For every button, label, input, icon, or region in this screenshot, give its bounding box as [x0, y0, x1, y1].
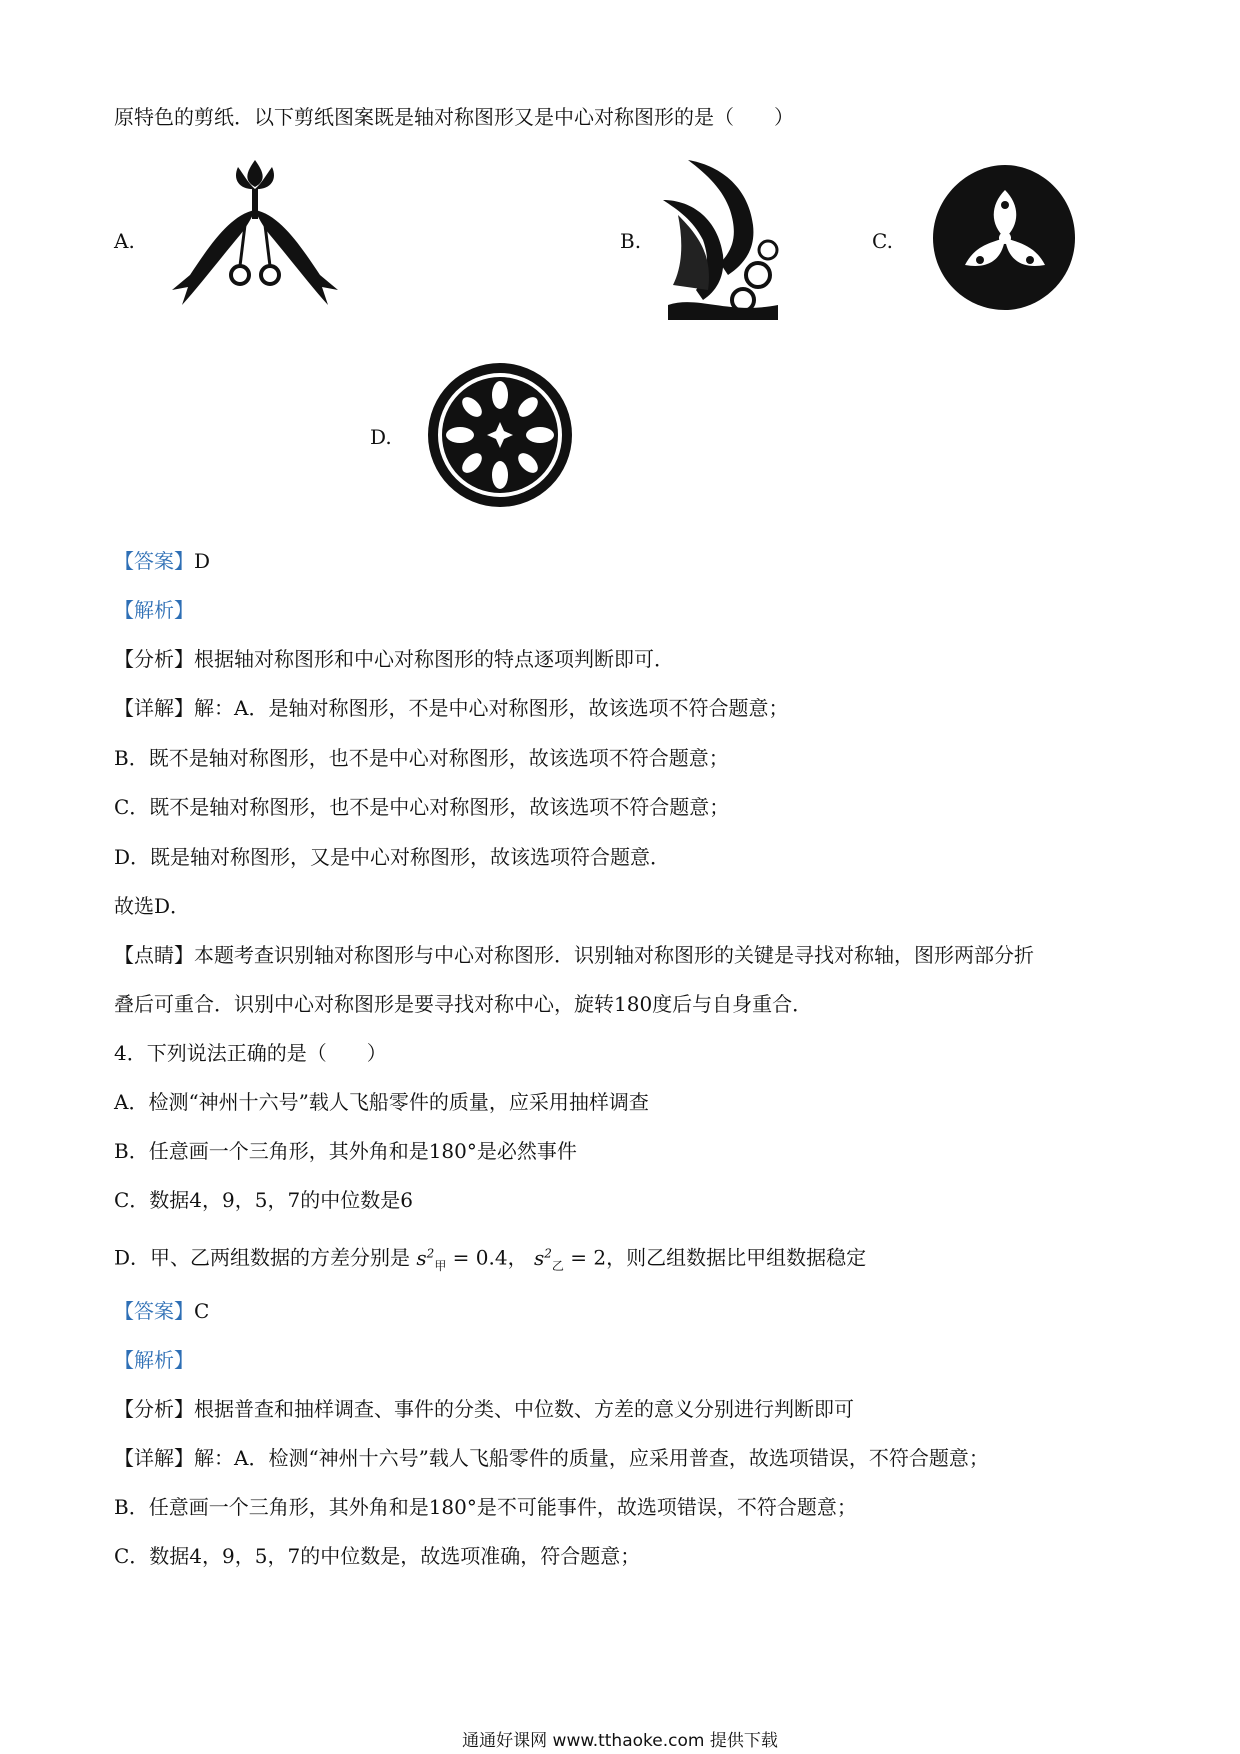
q3-c-line: C．既不是轴对称图形，也不是中心对称图形，故该选项不符合题意；	[114, 795, 730, 819]
option-c-label: C.	[872, 229, 893, 253]
q4-fenxi-tag: 【分析】	[114, 1397, 194, 1421]
q3-conclusion: 故选D．	[114, 894, 191, 918]
dianjing-text-1: 本题考查识别轴对称图形与中心对称图形．识别轴对称图形的关键是寻找对称轴，图形两部分折	[194, 943, 1034, 967]
xiangjie-tag: 【详解】	[114, 696, 194, 720]
fenxi-text: 根据轴对称图形和中心对称图形的特点逐项判断即可．	[194, 647, 674, 671]
three-fish-circle-papercut-icon	[925, 160, 1085, 315]
q4-option-b-post: 是必然事件	[476, 1139, 577, 1163]
option-a-label: A.	[114, 229, 135, 253]
var-sup-2: 2	[544, 1246, 552, 1260]
page-footer: 通通好课网 www.tthaoke.com 提供下载	[462, 1731, 778, 1751]
var-sub-2: 乙	[551, 1258, 564, 1273]
q4-xiangjie-line	[114, 1445, 989, 1471]
q3-b-line: B．既不是轴对称图形，也不是中心对称图形，故该选项不符合题意；	[114, 746, 729, 770]
q3-answer-line	[114, 548, 210, 574]
q4-option-b	[114, 1138, 577, 1164]
answer-tag: 【答案】	[114, 549, 194, 573]
var-s-2: s	[533, 1245, 545, 1270]
q3-dianjing-line-2: 叠后可重合．识别中心对称图形是要寻找对称中心，旋转180度后与自身重合．	[114, 992, 813, 1016]
q4-answer-tag: 【答案】	[114, 1299, 194, 1323]
q4-option-d-post: 则乙组数据比甲组数据稳定	[626, 1245, 867, 1270]
q3-d-line: D．既是轴对称图形，又是中心对称图形，故该选项符合题意．	[114, 845, 671, 869]
option-b-label: B.	[620, 229, 642, 253]
q4-option-b-pre: B．任意画一个三角形，其外角和是	[114, 1139, 429, 1163]
answer-value: D	[194, 549, 211, 573]
variance-jia	[416, 1245, 447, 1273]
q4-option-d-pre: D．甲、乙两组数据的方差分别是	[114, 1245, 411, 1270]
q4-xiangjie-text: 解：A．检测“神州十六号”载人飞船零件的质量，应采用普查，故选项错误，不符合题意；	[194, 1446, 989, 1470]
fenxi-tag: 【分析】	[114, 647, 194, 671]
q4-b2-pre: B．任意画一个三角形，其外角和是	[114, 1495, 429, 1519]
q4-option-a: A．检测“神州十六号”载人飞船零件的质量，应采用抽样调查	[114, 1090, 649, 1114]
q4-xiangjie-tag: 【详解】	[114, 1446, 194, 1470]
var-s-1: s	[416, 1245, 427, 1270]
q3-dianjing-line-1	[114, 942, 1034, 968]
q4-option-d	[114, 1240, 866, 1279]
q4-fenxi-text: 根据普查和抽样调查、事件的分类、中位数、方差的意义分别进行判断即可	[194, 1397, 854, 1421]
q4-b2-post: 是不可能事件，故选项错误，不符合题意；	[476, 1495, 857, 1519]
circular-rosette-papercut-icon	[425, 360, 575, 510]
q4-option-c: C．数据4，9，5，7的中位数是6	[114, 1188, 413, 1212]
q3-stem-tail: 原特色的剪纸．以下剪纸图案既是轴对称图形又是中心对称图形的是（ ）	[114, 105, 794, 129]
q4-c2-line: C．数据4，9，5，7的中位数是，故选项准确，符合题意；	[114, 1544, 641, 1568]
dianjing-tag: 【点睛】	[114, 943, 194, 967]
xiangjie-text: 解：A．是轴对称图形，不是中心对称图形，故该选项不符合题意；	[194, 696, 789, 720]
q3-xiangjie-line	[114, 695, 788, 721]
q4-option-b-deg: 180°	[428, 1139, 477, 1163]
var-sup-1: 2	[426, 1246, 435, 1260]
var-eq-1: = 0.4，	[446, 1245, 528, 1270]
q4-answer-line	[114, 1298, 209, 1324]
q4-b2-line	[114, 1494, 857, 1520]
fish-waves-papercut-icon	[658, 155, 788, 325]
variance-yi	[533, 1245, 564, 1273]
q4-fenxi-line	[114, 1396, 854, 1422]
var-eq-2: = 2，	[563, 1245, 627, 1270]
option-d-label: D.	[370, 425, 392, 449]
q4-analysis-tag: 【解析】	[114, 1348, 194, 1372]
q4-stem: 4．下列说法正确的是（ ）	[114, 1041, 387, 1065]
q3-fenxi-line	[114, 646, 674, 672]
q4-answer-value: C	[194, 1299, 210, 1323]
q4-b2-deg: 180°	[428, 1495, 477, 1519]
fish-lotus-papercut-icon	[160, 155, 350, 315]
q3-analysis-tag: 【解析】	[114, 598, 194, 622]
var-sub-1: 甲	[434, 1258, 447, 1273]
